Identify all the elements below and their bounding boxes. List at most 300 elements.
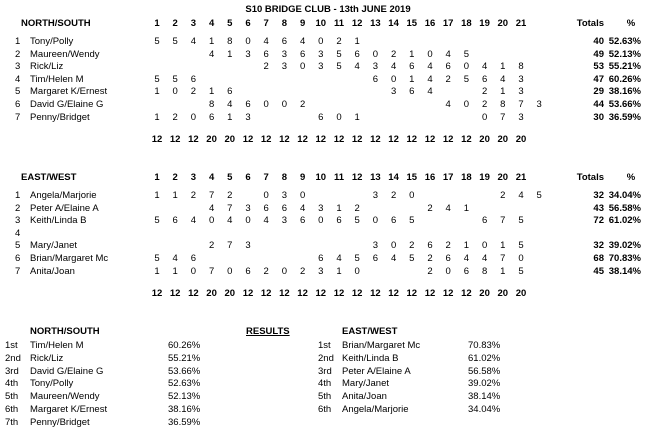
- ns-score-cell: 0: [372, 48, 379, 60]
- ew-totals-header: Totals: [576, 172, 604, 183]
- results-ew-pct: 61.02%: [468, 352, 501, 364]
- results-ew-place: 2nd: [318, 352, 334, 364]
- ew-score-cell: 2: [427, 265, 433, 277]
- ew-score-cell: 1: [500, 265, 506, 277]
- ew-score-cell: 5: [154, 253, 160, 264]
- ew-score-cell: 3: [372, 190, 379, 201]
- ew-score-cell: 0: [354, 265, 360, 277]
- ns-score-cell: 3: [518, 73, 524, 85]
- results-ew-name: Brian/Margaret Mc: [342, 340, 421, 351]
- ew-pair-name: Angela/Marjorie: [30, 190, 97, 201]
- ew-score-cell: 0: [481, 240, 488, 252]
- ew-score-cell: 5: [354, 215, 360, 227]
- ew-score-cell: 1: [463, 202, 470, 214]
- ew-score-cell: 1: [154, 190, 160, 201]
- ns-score-cell: 8: [208, 99, 215, 110]
- ew-top-score: 12: [406, 288, 418, 300]
- ns-top-score: 20: [497, 134, 509, 146]
- results-ns-pct: 60.26%: [168, 340, 201, 351]
- results-ns-place: 7th: [5, 416, 19, 428]
- ns-score-cell: 0: [172, 86, 178, 98]
- ns-score-cell: 2: [445, 73, 451, 85]
- ns-board-header: 15: [406, 18, 418, 29]
- ns-score-cell: 7: [500, 111, 506, 123]
- ew-score-cell: 6: [263, 202, 269, 214]
- ew-pair-pct: 39.02%: [608, 240, 641, 252]
- ns-score-cell: 6: [481, 73, 488, 85]
- ew-score-cell: 1: [172, 265, 178, 277]
- ew-pair-pct: 61.02%: [608, 215, 641, 227]
- ew-pair-pct: 34.04%: [608, 190, 641, 201]
- ew-score-cell: 7: [208, 190, 215, 201]
- ns-score-cell: 1: [227, 111, 233, 123]
- ns-top-score: 12: [315, 134, 327, 146]
- ns-board-header: 17: [442, 18, 454, 29]
- ew-score-cell: 6: [299, 215, 306, 227]
- ns-board-header: 13: [370, 18, 381, 29]
- results-ew-pct: 70.83%: [468, 340, 501, 351]
- ew-score-cell: 0: [390, 240, 397, 252]
- ew-score-cell: 0: [409, 190, 415, 201]
- ew-pair-total: 68: [593, 253, 604, 264]
- ns-score-cell: 2: [263, 61, 269, 73]
- ns-board-header: 1: [154, 18, 160, 29]
- ew-pair-name: Anita/Joan: [30, 265, 75, 277]
- ns-top-score: 12: [279, 134, 290, 146]
- ew-board-header: 6: [245, 172, 251, 183]
- ew-board-header: 10: [315, 172, 327, 183]
- results-ns-pct: 53.66%: [168, 365, 201, 377]
- ew-score-cell: 1: [336, 202, 342, 214]
- ew-score-cell: 2: [427, 253, 433, 264]
- ew-top-score: 12: [461, 288, 472, 300]
- ew-top-score: 12: [424, 288, 436, 300]
- results-ns-place: 1st: [5, 340, 18, 351]
- ns-score-cell: 0: [245, 36, 251, 47]
- ew-score-cell: 3: [245, 240, 251, 252]
- ew-pair-name: Mary/Janet: [30, 240, 77, 252]
- ns-score-cell: 2: [481, 86, 488, 98]
- ns-totals-header: Totals: [576, 18, 604, 29]
- results-ns-name: Tony/Polly: [30, 378, 74, 390]
- results-ew-name: Angela/Marjorie: [342, 404, 409, 415]
- ew-score-cell: 7: [208, 265, 215, 277]
- ew-top-score: 20: [479, 288, 490, 300]
- ew-top-score: 12: [169, 288, 181, 300]
- results-ew-name: Peter A/Elaine A: [342, 365, 411, 377]
- ns-score-cell: 4: [299, 36, 306, 47]
- results-ew-pct: 56.58%: [468, 365, 501, 377]
- ns-score-cell: 0: [427, 48, 433, 60]
- ew-board-header: 11: [333, 172, 345, 183]
- ew-pair-number: 4: [15, 227, 21, 239]
- ew-board-header: 20: [497, 172, 509, 183]
- results-ns-heading: NORTH/SOUTH: [30, 326, 100, 337]
- ns-top-score: 12: [151, 134, 163, 146]
- ns-score-cell: 7: [518, 99, 524, 110]
- ns-top-score: 12: [406, 134, 418, 146]
- ew-pair-number: 7: [15, 265, 21, 277]
- ns-board-header: 5: [227, 18, 233, 29]
- ns-score-cell: 6: [208, 111, 215, 123]
- ew-board-header: 21: [515, 172, 527, 183]
- ns-score-cell: 4: [445, 99, 451, 110]
- ew-score-cell: 0: [190, 265, 197, 277]
- ns-score-cell: 5: [172, 36, 178, 47]
- ns-score-cell: 3: [245, 48, 251, 60]
- results-ns-place: 4th: [5, 378, 19, 390]
- ew-top-score: 12: [297, 288, 308, 300]
- ew-score-cell: 2: [227, 190, 233, 201]
- ew-pair-number: 2: [15, 202, 21, 214]
- results-ns-pct: 55.21%: [168, 352, 201, 364]
- ew-score-cell: 5: [154, 215, 160, 227]
- ns-score-cell: 6: [299, 48, 306, 60]
- ew-board-header: 15: [406, 172, 418, 183]
- ns-score-cell: 6: [190, 73, 197, 85]
- ns-score-cell: 0: [190, 111, 197, 123]
- ew-top-score: 20: [515, 288, 527, 300]
- ns-board-header: 11: [333, 18, 345, 29]
- ns-score-cell: 0: [318, 36, 324, 47]
- ns-score-cell: 4: [190, 36, 197, 47]
- ew-score-cell: 6: [336, 215, 342, 227]
- ns-score-cell: 5: [154, 36, 160, 47]
- ns-score-cell: 4: [481, 61, 488, 73]
- ns-score-cell: 8: [500, 99, 506, 110]
- ew-score-cell: 1: [172, 190, 178, 201]
- ew-score-cell: 0: [208, 215, 215, 227]
- ns-score-cell: 4: [427, 73, 433, 85]
- ns-pair-total: 29: [593, 86, 604, 98]
- results-ew-pct: 39.02%: [468, 378, 501, 390]
- ns-score-cell: 5: [463, 73, 470, 85]
- results-ew-name: Mary/Janet: [342, 378, 389, 390]
- ew-board-header: 13: [370, 172, 381, 183]
- results-ew-name: Anita/Joan: [342, 391, 387, 403]
- ew-board-header: 8: [281, 172, 288, 183]
- ns-pair-pct: 53.66%: [608, 99, 641, 110]
- ew-score-cell: 7: [227, 202, 233, 214]
- ew-score-cell: 0: [445, 265, 451, 277]
- ew-pair-number: 6: [15, 253, 21, 264]
- ns-score-cell: 6: [245, 99, 251, 110]
- ns-score-cell: 0: [263, 99, 269, 110]
- ns-pair-total: 30: [593, 111, 604, 123]
- ns-pair-name: Margaret K/Ernest: [30, 86, 108, 98]
- ns-pair-pct: 52.63%: [608, 36, 641, 47]
- ns-top-score: 12: [333, 134, 345, 146]
- ns-score-cell: 6: [227, 86, 233, 98]
- ns-score-cell: 8: [227, 36, 233, 47]
- ew-score-cell: 6: [463, 265, 470, 277]
- ns-score-cell: 1: [208, 86, 215, 98]
- ew-pair-number: 1: [15, 190, 21, 201]
- ew-heading: EAST/WEST: [21, 172, 77, 183]
- ns-score-cell: 0: [281, 99, 288, 110]
- ew-score-cell: 5: [518, 240, 524, 252]
- ns-score-cell: 0: [390, 73, 397, 85]
- ew-score-cell: 2: [427, 202, 433, 214]
- ns-score-cell: 1: [409, 48, 415, 60]
- ew-score-cell: 0: [372, 215, 379, 227]
- ns-pair-number: 1: [15, 36, 21, 47]
- ns-score-cell: 1: [500, 86, 506, 98]
- ew-score-cell: 4: [190, 215, 197, 227]
- results-ns-place: 5th: [5, 391, 19, 403]
- ns-score-cell: 6: [318, 111, 324, 123]
- ns-score-cell: 2: [172, 111, 178, 123]
- ew-top-score: 12: [388, 288, 399, 300]
- ew-score-cell: 2: [263, 265, 269, 277]
- ew-score-cell: 0: [318, 215, 324, 227]
- ew-score-cell: 2: [445, 240, 451, 252]
- ns-score-cell: 4: [227, 99, 233, 110]
- ns-score-cell: 3: [318, 61, 324, 73]
- ew-top-score: 20: [224, 288, 236, 300]
- ns-pair-pct: 55.21%: [608, 61, 641, 73]
- ns-pair-name: Tony/Polly: [30, 36, 74, 47]
- ew-score-cell: 7: [500, 253, 506, 264]
- ew-score-cell: 2: [208, 240, 215, 252]
- ew-top-score: 12: [188, 288, 199, 300]
- ew-board-header: 1: [154, 172, 160, 183]
- ns-score-cell: 0: [336, 111, 342, 123]
- ew-score-cell: 1: [500, 240, 506, 252]
- ew-pair-number: 3: [15, 215, 21, 227]
- ns-score-cell: 6: [409, 61, 415, 73]
- ns-score-cell: 5: [463, 48, 470, 60]
- ew-score-cell: 5: [409, 215, 415, 227]
- ew-score-cell: 6: [281, 202, 288, 214]
- ns-pair-number: 4: [15, 73, 21, 85]
- ns-score-cell: 5: [172, 73, 178, 85]
- ew-pair-total: 45: [593, 265, 604, 277]
- ew-board-header: 18: [461, 172, 472, 183]
- results-ew-place: 5th: [318, 391, 332, 403]
- ew-score-cell: 4: [172, 253, 178, 264]
- ew-top-score: 12: [260, 288, 272, 300]
- ns-top-score: 20: [479, 134, 490, 146]
- ns-score-cell: 4: [445, 48, 451, 60]
- ns-top-score: 20: [224, 134, 236, 146]
- ns-pair-pct: 52.13%: [608, 48, 641, 60]
- ew-pair-total: 43: [593, 202, 604, 214]
- ns-score-cell: 3: [281, 48, 288, 60]
- ew-score-cell: 2: [390, 190, 397, 201]
- ns-top-score: 20: [206, 134, 217, 146]
- ew-pair-number: 5: [15, 240, 21, 252]
- ew-score-cell: 3: [318, 202, 324, 214]
- ns-top-score: 12: [442, 134, 454, 146]
- ns-score-cell: 1: [354, 111, 360, 123]
- ns-score-cell: 6: [354, 48, 360, 60]
- ew-pair-pct: 38.14%: [608, 265, 641, 277]
- ew-score-cell: 6: [390, 215, 397, 227]
- ns-top-score: 12: [242, 134, 254, 146]
- ns-top-score: 12: [370, 134, 381, 146]
- ew-board-header: 12: [351, 172, 363, 183]
- ns-board-header: 4: [208, 18, 215, 29]
- ew-score-cell: 0: [299, 190, 306, 201]
- ew-top-score: 20: [497, 288, 509, 300]
- ew-score-cell: 6: [172, 215, 178, 227]
- ew-score-cell: 5: [354, 253, 360, 264]
- results-ns-name: Tim/Helen M: [30, 340, 84, 351]
- ns-top-score: 12: [388, 134, 399, 146]
- ew-score-cell: 5: [536, 190, 542, 201]
- ew-score-cell: 4: [518, 190, 524, 201]
- ns-board-header: 2: [172, 18, 178, 29]
- ns-pair-pct: 38.16%: [608, 86, 641, 98]
- ew-top-score: 12: [351, 288, 363, 300]
- ew-score-cell: 3: [245, 202, 251, 214]
- ew-score-cell: 6: [445, 253, 451, 264]
- ew-score-cell: 5: [518, 215, 524, 227]
- ew-top-score: 12: [442, 288, 454, 300]
- ns-score-cell: 4: [427, 86, 433, 98]
- ew-score-cell: 6: [245, 265, 251, 277]
- results-ns-name: Penny/Bridget: [30, 416, 90, 428]
- ns-board-header: 7: [263, 18, 269, 29]
- ew-score-cell: 2: [409, 240, 415, 252]
- ns-score-cell: 3: [281, 61, 288, 73]
- ns-pair-total: 44: [593, 99, 604, 110]
- ns-top-score: 12: [188, 134, 199, 146]
- ns-pair-name: Maureen/Wendy: [30, 48, 100, 60]
- ns-board-header: 8: [281, 18, 288, 29]
- ew-top-score: 12: [151, 288, 163, 300]
- ns-top-score: 12: [424, 134, 436, 146]
- ew-score-cell: 2: [354, 202, 360, 214]
- ns-score-cell: 1: [409, 73, 415, 85]
- results-ns-place: 3rd: [5, 365, 19, 377]
- ew-pair-total: 72: [593, 215, 604, 227]
- ew-board-header: 7: [263, 172, 269, 183]
- ew-score-cell: 1: [336, 265, 342, 277]
- ns-pair-name: Penny/Bridget: [30, 111, 90, 123]
- ns-score-cell: 0: [463, 99, 470, 110]
- ew-board-header: 5: [227, 172, 233, 183]
- ns-top-score: 12: [461, 134, 472, 146]
- ns-pair-name: Tim/Helen M: [30, 73, 84, 85]
- ew-score-cell: 0: [518, 253, 524, 264]
- ns-score-cell: 6: [263, 48, 269, 60]
- results-ns-pct: 38.16%: [168, 404, 201, 415]
- ew-score-cell: 6: [318, 253, 324, 264]
- ew-board-header: 14: [388, 172, 399, 183]
- ew-score-cell: 0: [263, 190, 269, 201]
- ns-pair-name: Rick/Liz: [30, 61, 64, 73]
- results-ns-place: 2nd: [5, 352, 21, 364]
- ew-board-header: 3: [190, 172, 197, 183]
- ew-score-cell: 4: [227, 215, 233, 227]
- ns-board-header: 3: [190, 18, 197, 29]
- ew-score-cell: 6: [372, 253, 379, 264]
- ns-board-header: 21: [515, 18, 527, 29]
- ew-score-cell: 4: [445, 202, 451, 214]
- results-ew-name: Keith/Linda B: [342, 352, 399, 364]
- ns-score-cell: 1: [154, 86, 160, 98]
- ew-score-cell: 0: [227, 265, 233, 277]
- ns-pair-total: 47: [593, 73, 604, 85]
- ew-pair-total: 32: [593, 190, 604, 201]
- results-ns-pct: 36.59%: [168, 416, 201, 428]
- ns-pair-total: 40: [593, 36, 604, 47]
- ns-score-cell: 3: [318, 48, 324, 60]
- ns-score-cell: 4: [263, 36, 269, 47]
- ns-score-cell: 6: [372, 73, 379, 85]
- ns-pair-number: 5: [15, 86, 21, 98]
- ew-top-score: 12: [242, 288, 254, 300]
- ns-top-score: 12: [351, 134, 363, 146]
- ns-score-cell: 1: [500, 61, 506, 73]
- ns-score-cell: 5: [336, 48, 342, 60]
- ns-score-cell: 2: [390, 48, 397, 60]
- ew-score-cell: 4: [463, 253, 470, 264]
- ns-score-cell: 6: [281, 36, 288, 47]
- ew-score-cell: 4: [336, 253, 342, 264]
- ew-score-cell: 3: [281, 190, 288, 201]
- ew-top-score: 12: [333, 288, 345, 300]
- ns-score-cell: 0: [481, 111, 488, 123]
- ew-top-score: 12: [370, 288, 381, 300]
- ns-pair-number: 6: [15, 99, 21, 110]
- ew-score-cell: 4: [263, 215, 269, 227]
- ew-score-cell: 4: [299, 202, 306, 214]
- ew-score-cell: 6: [190, 253, 197, 264]
- ew-board-header: 16: [424, 172, 436, 183]
- ew-board-header: 2: [172, 172, 178, 183]
- ns-score-cell: 5: [154, 73, 160, 85]
- ns-board-header: 18: [461, 18, 472, 29]
- ns-score-cell: 4: [208, 48, 215, 60]
- ns-score-cell: 2: [336, 36, 342, 47]
- ns-pair-number: 2: [15, 48, 21, 60]
- ns-score-cell: 0: [299, 61, 306, 73]
- ns-score-cell: 2: [481, 99, 488, 110]
- ns-score-cell: 1: [208, 36, 215, 47]
- ew-score-cell: 3: [318, 265, 324, 277]
- results-ew-place: 3rd: [318, 365, 332, 377]
- ew-score-cell: 1: [463, 240, 470, 252]
- results-ns-name: Rick/Liz: [30, 352, 64, 364]
- ns-top-score: 12: [169, 134, 181, 146]
- ew-pair-pct: 70.83%: [608, 253, 641, 264]
- ns-score-cell: 6: [409, 86, 415, 98]
- ns-score-cell: 8: [518, 61, 524, 73]
- results-ew-place: 1st: [318, 340, 331, 351]
- ew-pair-pct: 56.58%: [608, 202, 641, 214]
- ew-score-cell: 2: [190, 190, 197, 201]
- ew-score-cell: 6: [427, 240, 433, 252]
- ew-top-score: 12: [279, 288, 290, 300]
- results-ns-name: Margaret K/Ernest: [30, 404, 108, 415]
- ns-score-cell: 5: [336, 61, 342, 73]
- ns-top-score: 12: [297, 134, 308, 146]
- ew-score-cell: 7: [227, 240, 233, 252]
- ns-score-cell: 4: [500, 73, 506, 85]
- ns-score-cell: 3: [372, 61, 379, 73]
- results-ew-heading: EAST/WEST: [342, 326, 398, 337]
- ns-score-cell: 3: [518, 86, 524, 98]
- results-ns-pct: 52.13%: [168, 391, 201, 403]
- ns-board-header: 16: [424, 18, 436, 29]
- ew-score-cell: 3: [372, 240, 379, 252]
- ns-score-cell: 4: [354, 61, 360, 73]
- ns-score-cell: 4: [390, 61, 397, 73]
- ew-board-header: 4: [208, 172, 215, 183]
